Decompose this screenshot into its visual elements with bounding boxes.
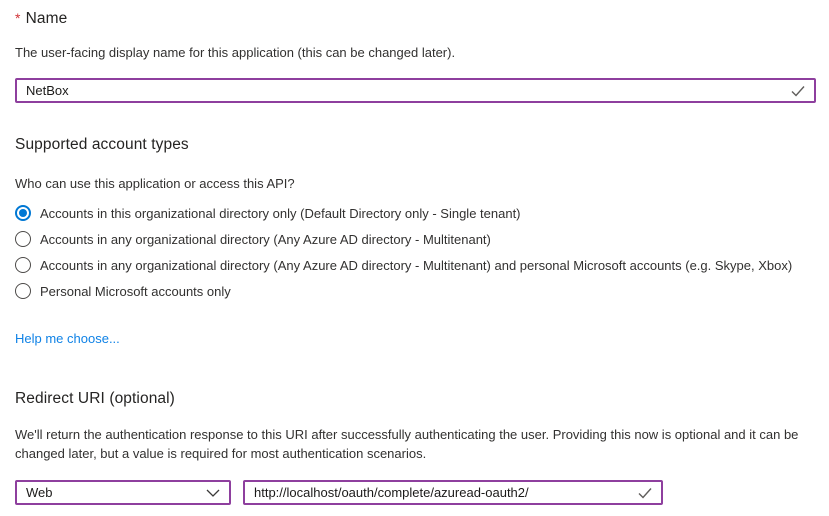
redirect-uri-description: We'll return the authentication response to this URI after successfully authenticating the user. Providing this now is optional and it can be changed later, but a value is required for most authentication scenarios. [15,427,799,461]
radio-option-multitenant-personal[interactable] [15,252,816,278]
radio-button-icon [15,257,31,273]
redirect-uri-input[interactable] [245,485,661,500]
radio-button-icon [15,283,31,299]
radio-option-label: Accounts in any organizational directory (Any Azure AD directory - Multitenant) [40,231,491,247]
radio-option-label: Accounts in any organizational directory (Any Azure AD directory - Multitenant) and personal Microsoft accounts (e.g. Skype, Xbox) [40,257,793,273]
chevron-down-icon [206,489,220,497]
redirect-uri-field [243,480,663,505]
app-name-input[interactable] [17,83,814,98]
radio-option-label: Accounts in this organizational directory only (Default Directory only - Single tenant) [40,205,521,221]
radio-option-label: Personal Microsoft accounts only [40,283,231,299]
required-asterisk: * [15,10,21,26]
radio-option-personal-only[interactable] [15,278,816,304]
radio-button-icon [15,205,31,221]
name-section-title [15,10,816,28]
radio-option-single-tenant[interactable] [15,200,816,226]
account-types-question: Who can use this application or access this API? [15,176,295,191]
account-types-radio-group [15,200,816,304]
redirect-uri-row [15,480,816,505]
help-me-choose-link[interactable]: Help me choose... [15,331,120,346]
name-description: The user-facing display name for this application (this can be changed later). [15,45,456,60]
radio-option-multitenant[interactable] [15,226,816,252]
platform-selected-value: Web [26,485,53,500]
radio-button-icon [15,231,31,247]
platform-select[interactable] [15,480,231,505]
redirect-uri-section-title: Redirect URI (optional) [15,390,175,407]
app-name-field [15,78,816,103]
account-types-section-title: Supported account types [15,136,189,153]
name-title-text: Name [25,10,68,27]
